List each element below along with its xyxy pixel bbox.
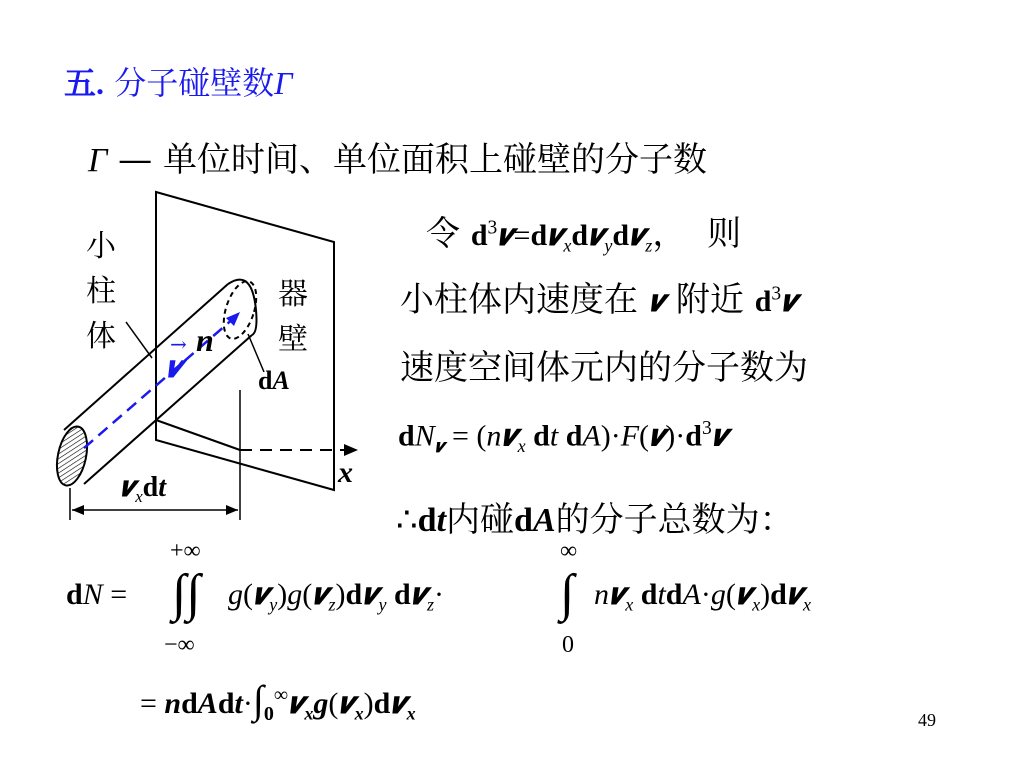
label-wall — [278, 272, 308, 362]
label-wall-char: 器 — [278, 277, 308, 312]
double-integral: ∫∫ — [172, 565, 201, 622]
cylinder-near-end — [52, 424, 92, 489]
then-word: 则 — [707, 214, 742, 254]
limit-plus-inf: +∞ — [170, 538, 201, 564]
label-dA: dA — [258, 366, 290, 395]
equation-integrand-1: g(𝒗$_y$)g(𝒗$_z$)d𝒗$_y$ d𝒗$_z$· — [228, 578, 444, 615]
limit-inf: ∞ — [560, 538, 578, 564]
line2-text2: 附近 — [675, 280, 744, 320]
label-column-char: 柱 — [86, 274, 116, 309]
title-text: 分子碰壁数 — [114, 64, 275, 102]
line-let: 令 $d^3𝒗=d𝒗_xd𝒗_yd𝒗_z$， 则 — [426, 214, 742, 256]
equation-result: = $ndAdt\cdot\int_0^\infty 𝒗_xg(𝒗_x)d𝒗_x$ — [140, 677, 416, 725]
line-velocity-near: 小柱体内速度在 𝒗 附近 $d^3𝒗$ — [400, 280, 798, 320]
x-axis-solid — [156, 420, 240, 450]
line5-text2: 的分子总数为： — [555, 500, 794, 540]
label-x-axis: x — [338, 456, 353, 489]
page-number: 49 — [918, 710, 936, 730]
label-wall-char: 壁 — [278, 322, 308, 357]
comma: ， — [652, 214, 687, 254]
title-number: 五. — [64, 65, 105, 101]
label-column-char: 体 — [86, 319, 116, 354]
limit-zero: 0 — [562, 632, 574, 658]
let-word: 令 — [426, 214, 460, 254]
line-therefore: ∴dt内碰dA的分子总数为： — [396, 500, 794, 540]
equation-dN-v: $dN_𝒗$ = (n𝒗$_x$ dt $dA)\cdot F(𝒗)\cdot d^3𝒗$ — [398, 418, 728, 456]
line2-text1: 小柱体内速度在 — [400, 280, 638, 320]
label-column-char: 小 — [86, 229, 116, 264]
definition-dash: — — [118, 140, 153, 180]
limit-minus-inf: −∞ — [164, 632, 195, 658]
label-small-column — [86, 224, 116, 359]
line-velocity-space: 速度空间体元内的分子数为 — [400, 348, 808, 388]
label-velocity: 𝒗 → — [166, 332, 187, 384]
equation-integrand-2: n𝒗$_x$ dtdA·g(𝒗$_x$)d𝒗$_x$ — [594, 578, 812, 615]
definition-text: 单位时间、单位面积上碰壁的分子数 — [162, 140, 707, 180]
single-integral: ∫ — [560, 565, 575, 622]
gamma-symbol: Γ — [88, 142, 108, 179]
equation-dN-total: dN = — [66, 578, 128, 611]
title-symbol: Γ — [274, 65, 293, 101]
line5-text1: 内碰 — [446, 500, 515, 540]
therefore-symbol: ∴ — [396, 500, 418, 540]
label-normal-n: n — [196, 322, 214, 358]
label-vxdt: 𝒗$_x$dt — [120, 472, 166, 506]
